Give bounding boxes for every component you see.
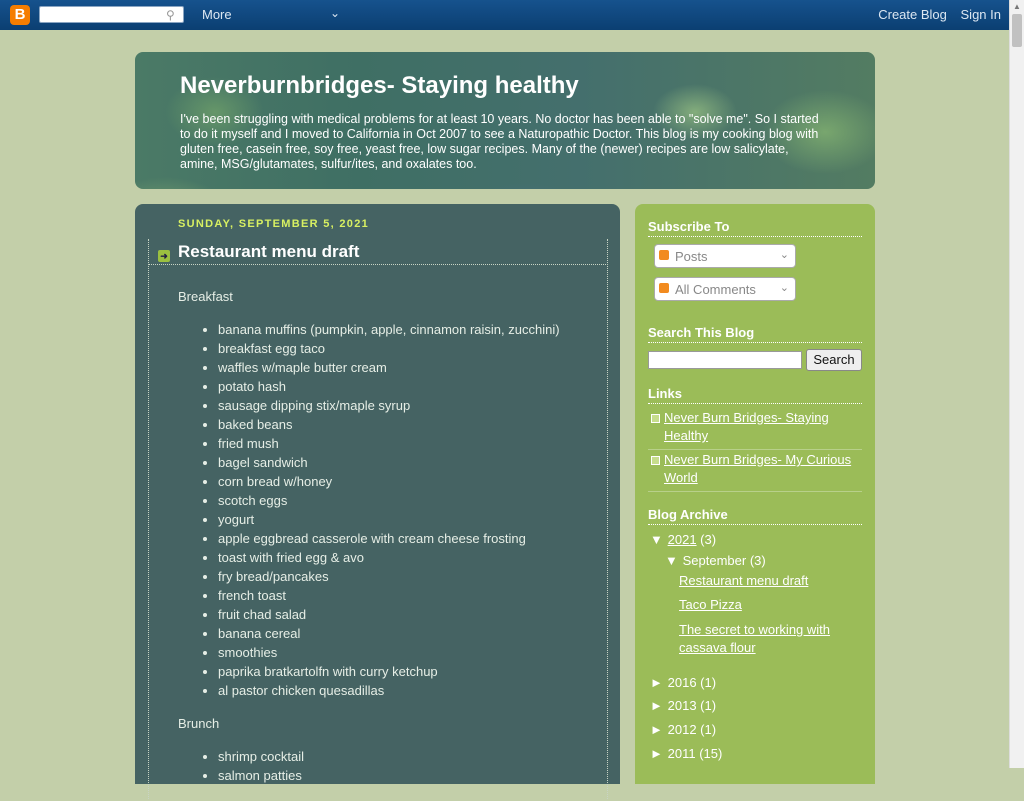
list-item: • shrimp cocktail [218, 747, 598, 766]
subscribe-comments-label: All Comments [675, 282, 756, 297]
post-arrow-icon: ➜ [158, 250, 170, 262]
list-item: • french toast [218, 586, 598, 605]
list-item: • smoothies [218, 643, 598, 662]
archive-count: (3) [700, 532, 717, 547]
archive-heading: Blog Archive [648, 507, 862, 525]
archive-post [679, 597, 742, 612]
chevron-down-icon: ⌄ [779, 282, 789, 294]
search-button[interactable]: Search [806, 349, 862, 371]
list-item: • corn bread w/honey [218, 472, 598, 491]
archive-month-september [665, 553, 766, 568]
archive-year-link[interactable]: 2021 [667, 532, 697, 547]
list-item: • paprika bratkartolfn with curry ketchup [218, 662, 598, 681]
search-icon[interactable]: ⚲ [166, 8, 175, 22]
archive-count: (15) [699, 746, 723, 761]
archive-month-link[interactable]: September [682, 553, 747, 568]
links-heading: Links [648, 386, 862, 404]
archive-year-2013 [650, 698, 716, 713]
triangle-right-icon[interactable]: ► [650, 698, 663, 713]
list-item: • waffles w/maple butter cream [218, 358, 598, 377]
archive-year-link[interactable]: 2013 [667, 698, 697, 713]
main-column [135, 204, 620, 784]
list-item: • banana cereal [218, 624, 598, 643]
brunch-list [178, 747, 598, 785]
section-label-brunch: Brunch [178, 716, 220, 731]
list-item: • baked beans [218, 415, 598, 434]
blog-description: I've been struggling with medical problems for at least 10 years. No doctor has been able to "solve me". So I started to do it myself and I moved to California in Oct 2007 to see a Naturopathic Doctor. This blog is my cooking blog with gluten free, casein free, soy free, yeast free, low sugar recipes. Many of the (newer) recipes are low salicylate, amine, MSG/glutamates, sulfur/ites, and oxalates too. [180, 112, 819, 171]
vertical-scrollbar[interactable] [1009, 0, 1024, 768]
archive-year-2021 [650, 532, 716, 547]
blogger-navbar [0, 0, 1009, 30]
link-my-curious-world[interactable]: Never Burn Bridges- My Curious World [664, 452, 852, 485]
triangle-down-icon[interactable]: ▼ [665, 553, 678, 568]
archive-year-2012 [650, 722, 716, 737]
list-item: • fried mush [218, 434, 598, 453]
section-label-breakfast: Breakfast [178, 289, 233, 304]
list-item: • scotch eggs [218, 491, 598, 510]
rss-icon [659, 283, 669, 293]
bullet-icon [651, 414, 660, 423]
more-menu[interactable]: More [202, 7, 232, 22]
archive-post-link[interactable]: The secret to working with cassava flour [679, 622, 831, 655]
list-item: • banana muffins (pumpkin, apple, cinnamon raisin, zucchini) [218, 320, 598, 339]
post-title[interactable]: Restaurant menu draft [178, 242, 360, 261]
triangle-right-icon[interactable]: ► [650, 722, 663, 737]
subscribe-comments-button[interactable] [654, 277, 796, 301]
list-item: • al pastor chicken quesadillas [218, 681, 598, 700]
archive-post [679, 621, 849, 657]
sign-in-link[interactable]: Sign In [960, 7, 1001, 22]
archive-year-2011 [650, 746, 722, 761]
rss-icon [659, 250, 669, 260]
archive-count: (1) [700, 698, 717, 713]
triangle-down-icon[interactable]: ▼ [650, 532, 663, 547]
list-item: • toast with fried egg & avo [218, 548, 598, 567]
blog-title[interactable]: Neverburnbridges- Staying healthy [180, 72, 579, 99]
list-item: • breakfast egg taco [218, 339, 598, 358]
list-item: • bagel sandwich [218, 453, 598, 472]
list-item: • fry bread/pancakes [218, 567, 598, 586]
list-item: • potato hash [218, 377, 598, 396]
blogger-logo-icon[interactable]: B [10, 5, 30, 25]
list-item: • apple eggbread casserole with cream cheese frosting [218, 529, 598, 548]
triangle-right-icon[interactable]: ► [650, 675, 663, 690]
list-item: • sausage dipping stix/maple syrup [218, 396, 598, 415]
list-item: • salmon patties [218, 766, 598, 785]
archive-year-link[interactable]: 2012 [667, 722, 697, 737]
post-date: SUNDAY, SEPTEMBER 5, 2021 [178, 218, 370, 230]
archive-count: (3) [749, 553, 766, 568]
post-title-bar [148, 240, 606, 265]
create-blog-link[interactable]: Create Blog [878, 7, 947, 22]
subscribe-heading: Subscribe To [648, 219, 862, 237]
breakfast-list [178, 320, 598, 700]
subscribe-posts-button[interactable] [654, 244, 796, 268]
archive-count: (1) [700, 722, 717, 737]
search-heading: Search This Blog [648, 325, 862, 343]
sidebar [635, 204, 875, 784]
bullet-icon [651, 456, 660, 465]
link-item [648, 409, 862, 450]
chevron-down-icon[interactable]: ⌄ [330, 6, 341, 20]
post-body [178, 289, 598, 801]
list-item: • yogurt [218, 510, 598, 529]
navbar-search-input[interactable] [39, 6, 184, 23]
blog-search-input[interactable] [648, 351, 802, 369]
archive-post [679, 573, 808, 588]
triangle-right-icon[interactable]: ► [650, 746, 663, 761]
scroll-up-arrow-icon[interactable]: ▲ [1013, 2, 1021, 11]
archive-year-link[interactable]: 2016 [667, 675, 697, 690]
chevron-down-icon: ⌄ [779, 249, 789, 261]
scrollbar-thumb[interactable] [1012, 14, 1022, 47]
blog-header [135, 52, 875, 189]
archive-post-link[interactable]: Taco Pizza [679, 597, 742, 612]
archive-post-link[interactable]: Restaurant menu draft [679, 573, 809, 588]
subscribe-posts-label: Posts [675, 249, 708, 264]
archive-year-2016 [650, 675, 716, 690]
list-item: • fruit chad salad [218, 605, 598, 624]
archive-year-link[interactable]: 2011 [667, 746, 696, 761]
archive-count: (1) [700, 675, 717, 690]
link-staying-healthy[interactable]: Never Burn Bridges- Staying Healthy [664, 410, 829, 443]
link-item [648, 451, 862, 492]
